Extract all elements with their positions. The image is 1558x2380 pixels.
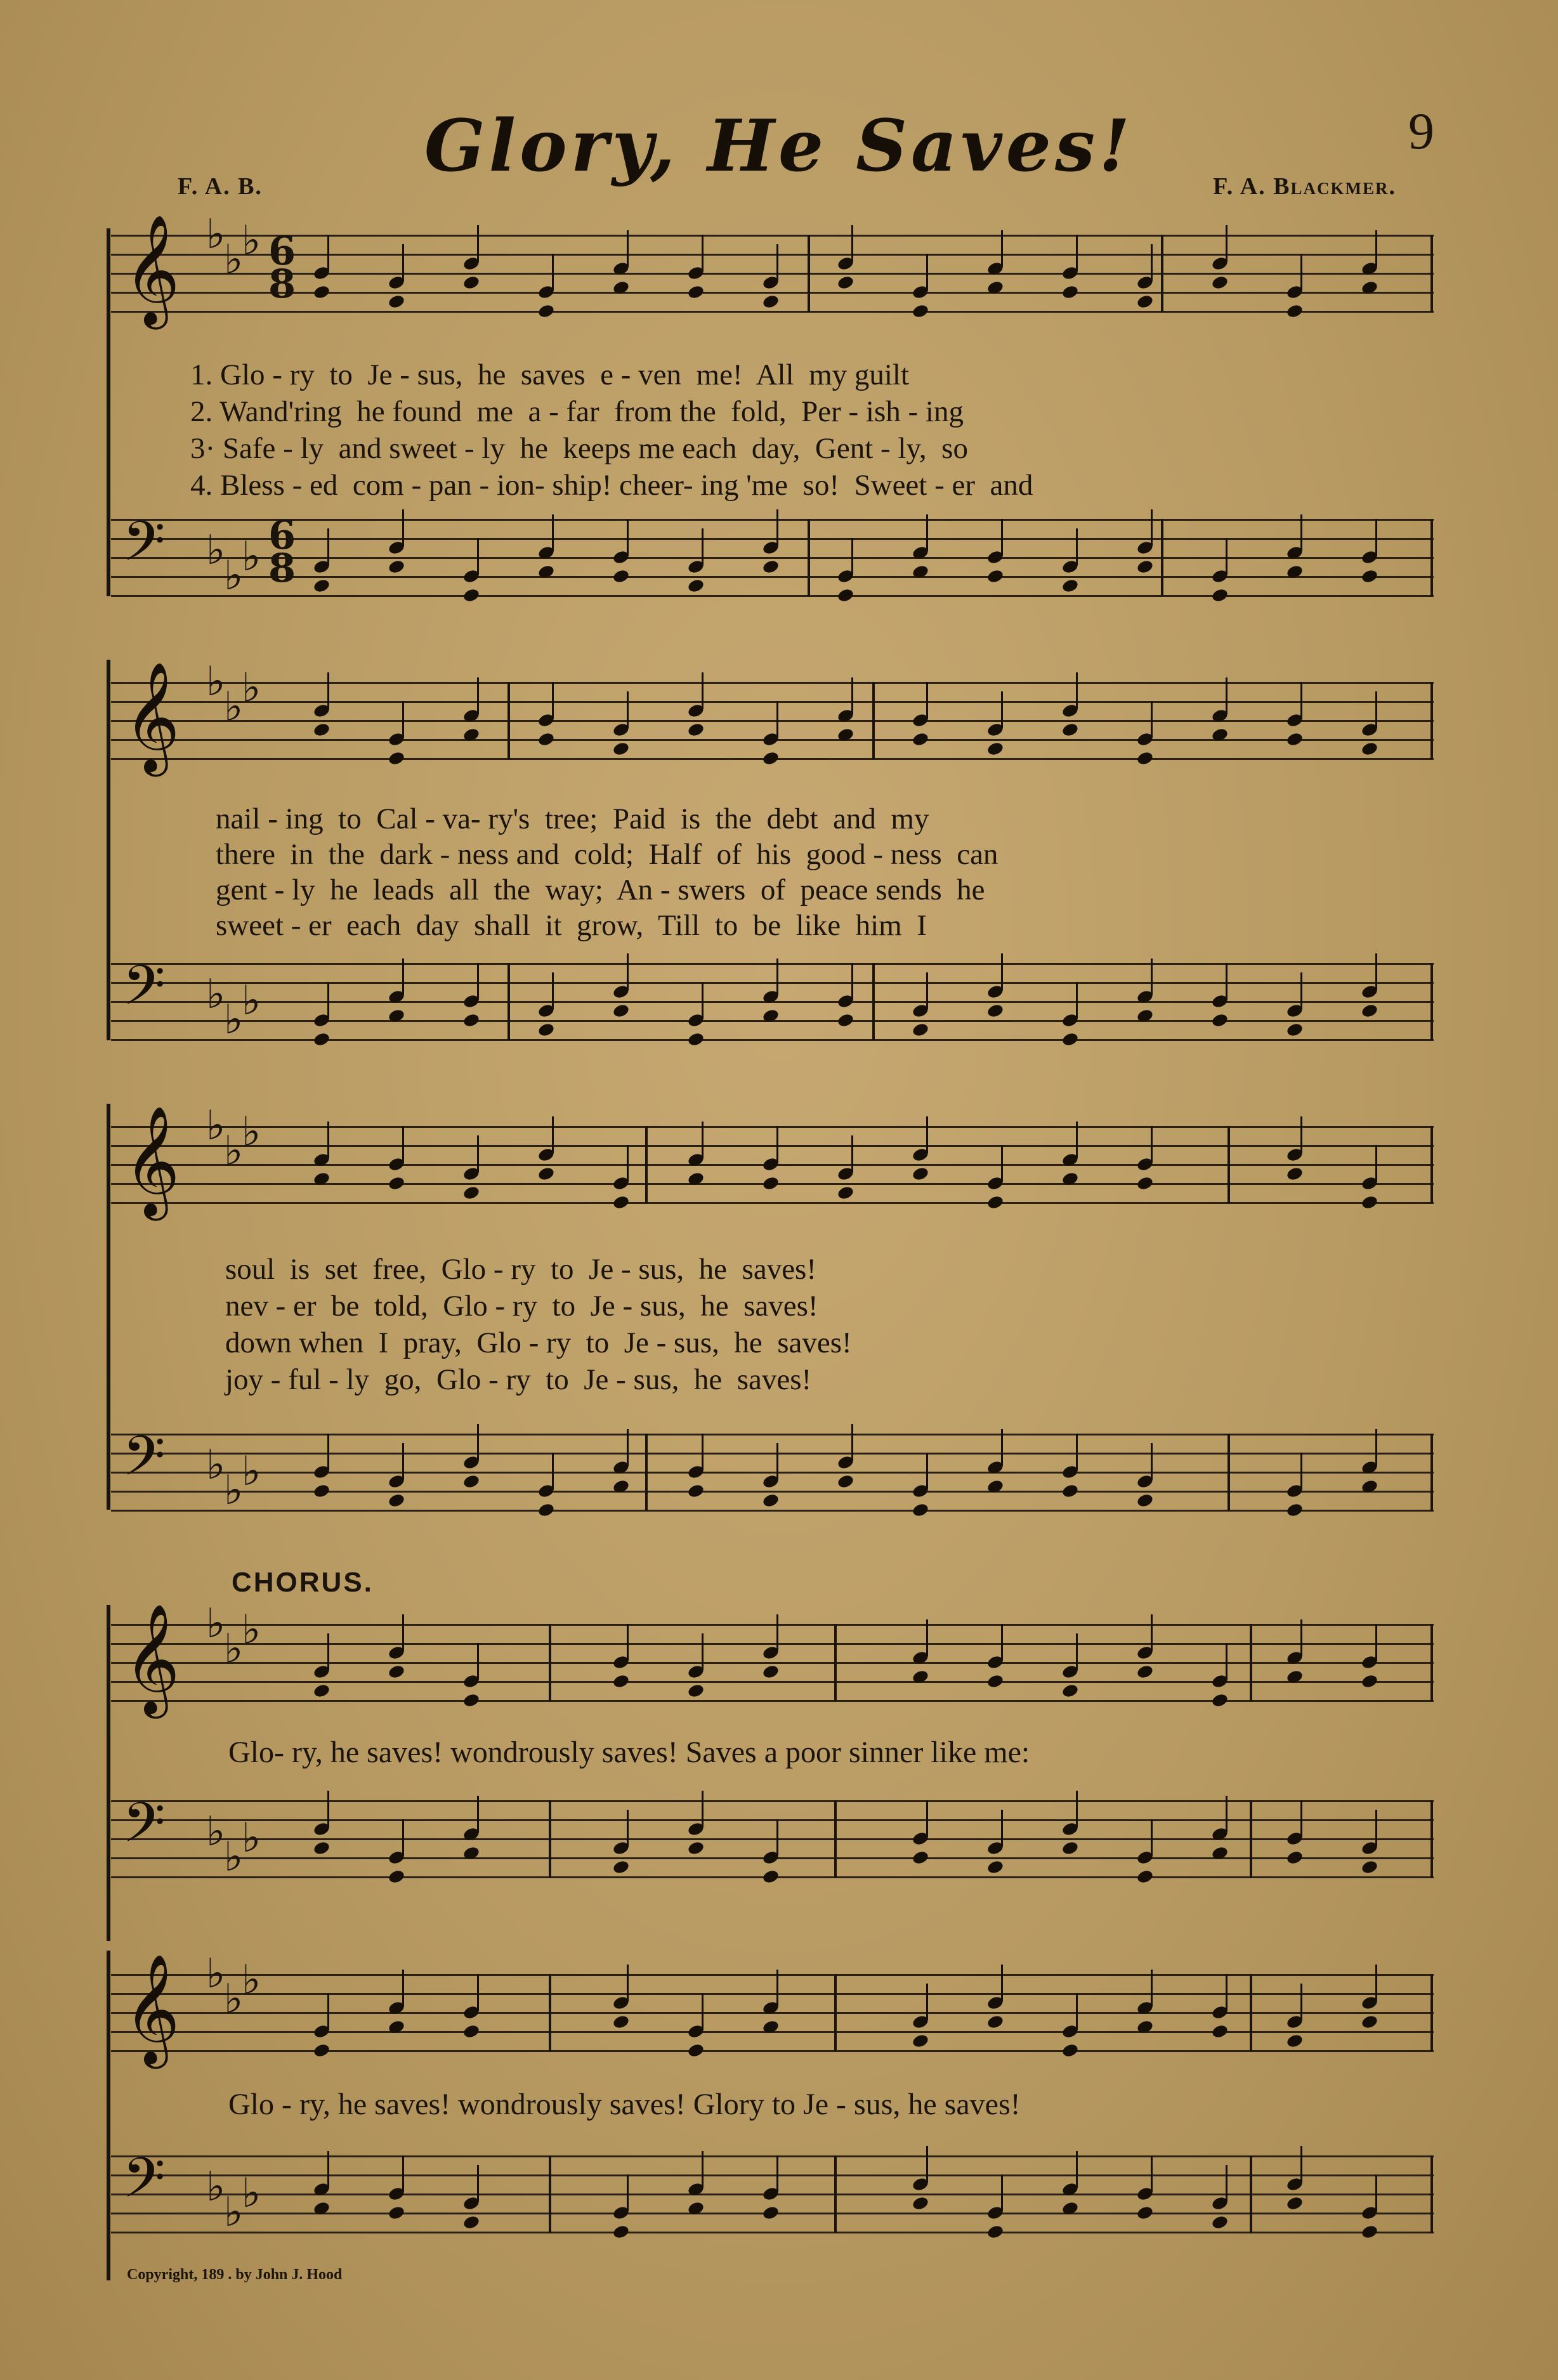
notehead — [837, 1012, 855, 1028]
notehead — [687, 1483, 705, 1499]
verse-2-line-2: there in the dark - ness and cold; Half of his good - ness can — [216, 838, 998, 871]
note-stem — [926, 1453, 928, 1489]
notehead — [1361, 568, 1379, 584]
notehead — [388, 1175, 406, 1191]
notehead — [762, 750, 780, 766]
notehead — [687, 1840, 705, 1856]
note-stem — [627, 519, 629, 556]
words-credit: F. A. B. — [178, 173, 263, 200]
notehead — [1361, 2014, 1379, 2030]
notehead — [1361, 1859, 1379, 1875]
note-stem — [402, 1443, 404, 1480]
note-stem — [402, 2155, 404, 2192]
note-stem — [1151, 1614, 1153, 1651]
notehead — [912, 1022, 930, 1038]
note-stem — [552, 1116, 554, 1153]
note-stem — [1226, 677, 1227, 714]
chorus-line-2: Glo - ry, he saves! wondrously saves! Glory to Je - sus, he saves! — [228, 2088, 1021, 2121]
notehead — [986, 741, 1005, 757]
note-stem — [1001, 230, 1003, 267]
notehead — [912, 303, 930, 319]
treble-clef-icon: 𝄞 — [124, 214, 180, 325]
page-number: 9 — [1408, 102, 1434, 160]
note-stem — [776, 1970, 778, 2006]
notehead — [1061, 2043, 1080, 2058]
notehead — [612, 1003, 631, 1019]
note-stem — [1300, 1800, 1302, 1837]
note-stem — [327, 982, 329, 1019]
bass-staff: 𝄢 ♭ ♭ ♭ 6 8 — [111, 519, 1434, 598]
notehead — [537, 1022, 556, 1038]
notehead — [1361, 741, 1379, 757]
note-stem — [851, 1135, 853, 1172]
bass-clef-icon: 𝄢 — [122, 509, 166, 587]
note-stem — [1076, 235, 1078, 271]
notehead — [388, 559, 406, 575]
note-stem — [702, 1121, 704, 1158]
notehead — [313, 1031, 331, 1047]
notehead — [912, 2033, 930, 2049]
note-stem — [851, 963, 853, 1000]
verse-1-line-3: soul is set free, Glo - ry to Je - sus, he saves! — [225, 1253, 816, 1286]
notehead — [986, 568, 1005, 584]
note-stem — [627, 1965, 629, 2001]
note-stem — [1076, 2151, 1078, 2188]
note-stem — [627, 953, 629, 990]
notehead — [986, 1194, 1005, 1210]
note-stem — [926, 2146, 928, 2183]
note-stem — [1151, 701, 1153, 738]
note-stem — [402, 958, 404, 995]
notehead — [1361, 1673, 1379, 1689]
note-stem — [552, 972, 554, 1009]
notehead — [912, 1166, 930, 1182]
notehead — [1136, 1175, 1155, 1191]
note-stem — [776, 244, 778, 281]
note-stem — [477, 1135, 479, 1172]
note-stem — [1226, 225, 1227, 262]
note-stem — [702, 235, 704, 271]
notehead — [1061, 1031, 1080, 1047]
notehead — [1136, 750, 1155, 766]
notehead — [462, 1012, 481, 1028]
note-stem — [627, 1429, 629, 1466]
note-stem — [1151, 1443, 1153, 1480]
notehead — [388, 294, 406, 310]
note-stem — [1151, 244, 1153, 281]
notehead — [687, 1031, 705, 1047]
note-stem — [627, 691, 629, 728]
notehead — [612, 741, 631, 757]
note-stem — [926, 254, 928, 291]
note-stem — [1375, 691, 1377, 728]
copyright-notice: Copyright, 189 . by John J. Hood — [127, 2266, 343, 2283]
note-stem — [851, 1424, 853, 1461]
notehead — [1211, 2024, 1229, 2039]
notehead — [687, 722, 705, 738]
notehead — [762, 2205, 780, 2221]
note-stem — [702, 1993, 704, 2030]
note-stem — [402, 701, 404, 738]
treble-staff: 𝄞 ♭ ♭ ♭ — [111, 1624, 1434, 1703]
notehead — [462, 2214, 481, 2230]
notehead — [1136, 294, 1155, 310]
notehead — [912, 1502, 930, 1518]
note-stem — [327, 2151, 329, 2188]
note-stem — [477, 538, 479, 575]
notehead — [912, 1850, 930, 1866]
note-stem — [702, 1434, 704, 1470]
notehead — [912, 2195, 930, 2211]
note-stem — [926, 1116, 928, 1153]
notehead — [313, 2043, 331, 2058]
note-stem — [1076, 528, 1078, 565]
notehead — [837, 275, 855, 291]
notehead — [1286, 2033, 1304, 2049]
note-stem — [1001, 1624, 1003, 1661]
verse-4-line-3: joy - ful - ly go, Glo - ry to Je - sus, he saves! — [225, 1363, 812, 1396]
note-stem — [1300, 254, 1302, 291]
bass-staff: 𝄢 ♭ ♭ ♭ — [111, 1800, 1434, 1880]
note-stem — [627, 2174, 629, 2211]
notehead — [1286, 2195, 1304, 2211]
chorus-label: CHORUS. — [232, 1567, 374, 1598]
notehead — [537, 303, 556, 319]
note-stem — [1076, 1121, 1078, 1158]
notehead — [1136, 559, 1155, 575]
note-stem — [1375, 1965, 1377, 2001]
note-stem — [1375, 230, 1377, 267]
note-stem — [477, 1796, 479, 1833]
note-stem — [552, 254, 554, 291]
notehead — [537, 1502, 556, 1518]
chorus-line-1: Glo- ry, he saves! wondrously saves! Saves a poor sinner like me: — [228, 1736, 1030, 1769]
note-stem — [851, 225, 853, 262]
note-stem — [1151, 509, 1153, 546]
treble-clef-icon: 𝄞 — [124, 662, 180, 772]
notehead — [1136, 1493, 1155, 1508]
notehead — [313, 1483, 331, 1499]
note-stem — [1375, 1145, 1377, 1182]
notehead — [537, 731, 556, 747]
notehead — [986, 2224, 1005, 2240]
note-stem — [402, 1126, 404, 1163]
note-stem — [1300, 682, 1302, 719]
bass-staff: 𝄢 ♭ ♭ ♭ — [111, 1434, 1434, 1513]
notehead — [462, 275, 481, 291]
note-stem — [1001, 2174, 1003, 2211]
notehead — [1286, 1850, 1304, 1866]
note-stem — [1151, 1970, 1153, 2006]
note-stem — [552, 682, 554, 719]
notehead — [1361, 2224, 1379, 2240]
note-stem — [552, 514, 554, 551]
notehead — [388, 2205, 406, 2221]
note-stem — [477, 677, 479, 714]
note-stem — [702, 528, 704, 565]
note-stem — [776, 701, 778, 738]
note-stem — [627, 1624, 629, 1661]
notehead — [1061, 722, 1080, 738]
treble-staff: 𝄞 ♭ ♭ ♭ 6 8 — [111, 235, 1434, 314]
note-stem — [776, 1819, 778, 1856]
note-stem — [776, 509, 778, 546]
notehead — [762, 559, 780, 575]
note-stem — [926, 682, 928, 719]
note-stem — [1001, 519, 1003, 556]
note-stem — [1001, 1429, 1003, 1466]
treble-staff: 𝄞 ♭ ♭ ♭ — [111, 1974, 1434, 2053]
notehead — [462, 1692, 481, 1708]
notehead — [687, 1683, 705, 1699]
notehead — [1136, 1869, 1155, 1885]
note-stem — [327, 1993, 329, 2030]
note-stem — [477, 2165, 479, 2202]
notehead — [1286, 303, 1304, 319]
note-stem — [926, 1619, 928, 1656]
notehead — [1211, 587, 1229, 603]
notehead — [1061, 1483, 1080, 1499]
note-stem — [851, 538, 853, 575]
notehead — [462, 1185, 481, 1201]
note-stem — [477, 1643, 479, 1680]
notehead — [462, 587, 481, 603]
bass-clef-icon: 𝄢 — [122, 1791, 166, 1868]
time-signature: 6 8 — [268, 228, 296, 307]
notehead — [762, 1664, 780, 1680]
note-stem — [926, 1984, 928, 2020]
note-stem — [702, 982, 704, 1019]
notehead — [462, 1474, 481, 1489]
notehead — [837, 1474, 855, 1489]
note-stem — [702, 2151, 704, 2188]
notehead — [1211, 2214, 1229, 2230]
treble-staff: 𝄞 ♭ ♭ ♭ — [111, 682, 1434, 761]
system-5-bracket — [107, 1951, 110, 2280]
notehead — [462, 2024, 481, 2039]
note-stem — [1076, 1434, 1078, 1470]
note-stem — [1226, 1796, 1227, 1833]
system-3-bracket — [107, 1104, 110, 1510]
note-stem — [776, 1614, 778, 1651]
verse-1-line-1: 1. Glo - ry to Je - sus, he saves e - ven me! All my guilt — [190, 358, 910, 391]
system-4-bracket — [107, 1605, 110, 1941]
bass-staff: 𝄢 ♭ ♭ ♭ — [111, 2155, 1434, 2235]
notehead — [313, 1840, 331, 1856]
bass-clef-icon: 𝄢 — [122, 953, 166, 1031]
notehead — [313, 722, 331, 738]
treble-clef-icon: 𝄞 — [124, 1954, 180, 2064]
note-stem — [1001, 1145, 1003, 1182]
note-stem — [327, 1791, 329, 1828]
note-stem — [477, 225, 479, 262]
notehead — [313, 578, 331, 594]
notehead — [687, 578, 705, 594]
note-stem — [1300, 972, 1302, 1009]
note-stem — [477, 1424, 479, 1461]
treble-clef-icon: 𝄞 — [124, 1106, 180, 1216]
note-stem — [402, 509, 404, 546]
note-stem — [402, 1614, 404, 1651]
notehead — [313, 1683, 331, 1699]
notehead — [612, 1673, 631, 1689]
note-stem — [1300, 514, 1302, 551]
notehead — [388, 1493, 406, 1508]
note-stem — [1300, 1984, 1302, 2020]
notehead — [1211, 275, 1229, 291]
note-stem — [1001, 953, 1003, 990]
note-stem — [1001, 691, 1003, 728]
notehead — [837, 1185, 855, 1201]
notehead — [1286, 731, 1304, 747]
note-stem — [1300, 1116, 1302, 1153]
notehead — [1061, 578, 1080, 594]
notehead — [1286, 1022, 1304, 1038]
note-stem — [776, 2155, 778, 2192]
notehead — [1361, 1194, 1379, 1210]
note-stem — [627, 1145, 629, 1182]
note-stem — [851, 677, 853, 714]
note-stem — [1001, 1965, 1003, 2001]
notehead — [612, 1194, 631, 1210]
notehead — [612, 568, 631, 584]
note-stem — [1226, 538, 1227, 575]
verse-4-line-1: 4. Bless - ed com - pan - ion- ship! cheer- ing 'me so! Sweet - er and — [190, 469, 1033, 502]
notehead — [1061, 284, 1080, 300]
note-stem — [1375, 519, 1377, 556]
notehead — [837, 587, 855, 603]
note-stem — [1001, 1810, 1003, 1847]
note-stem — [702, 1791, 704, 1828]
verse-2-line-1: 2. Wand'ring he found me a - far from the fold, Per - ish - ing — [190, 395, 964, 428]
note-stem — [327, 528, 329, 565]
notehead — [762, 1493, 780, 1508]
notehead — [687, 284, 705, 300]
note-stem — [1226, 1643, 1227, 1680]
note-stem — [1151, 1126, 1153, 1163]
note-stem — [327, 235, 329, 271]
notehead — [1361, 1003, 1379, 1019]
note-stem — [1151, 2155, 1153, 2192]
notehead — [313, 284, 331, 300]
verse-4-line-2: sweet - er each day shall it grow, Till to be like him I — [216, 909, 927, 942]
notehead — [986, 2014, 1005, 2030]
note-stem — [1375, 1810, 1377, 1847]
note-stem — [402, 1819, 404, 1856]
note-stem — [477, 963, 479, 1000]
notehead — [1136, 1664, 1155, 1680]
notehead — [986, 1859, 1005, 1875]
notehead — [1286, 1502, 1304, 1518]
system-2-bracket — [107, 660, 110, 1040]
note-stem — [552, 1453, 554, 1489]
notehead — [687, 2043, 705, 2058]
note-stem — [627, 230, 629, 267]
notehead — [762, 294, 780, 310]
note-stem — [702, 1633, 704, 1670]
verse-3-line-2: gent - ly he leads all the way; An - swers of peace sends he — [216, 873, 985, 906]
hymn-title: Glory, He Saves! — [424, 105, 1134, 188]
bass-clef-icon: 𝄢 — [122, 1424, 166, 1501]
notehead — [1286, 1166, 1304, 1182]
verse-2-line-3: nev - er be told, Glo - ry to Je - sus, he saves! — [225, 1290, 818, 1323]
note-stem — [402, 244, 404, 281]
note-stem — [327, 672, 329, 709]
notehead — [1136, 2205, 1155, 2221]
note-stem — [1226, 2165, 1227, 2202]
treble-clef-icon: 𝄞 — [124, 1604, 180, 1714]
notehead — [537, 1166, 556, 1182]
note-stem — [776, 1126, 778, 1163]
system-1-bracket — [107, 228, 110, 596]
note-stem — [627, 1810, 629, 1847]
notehead — [388, 1664, 406, 1680]
note-stem — [327, 1633, 329, 1670]
note-stem — [1076, 1633, 1078, 1670]
note-stem — [702, 672, 704, 709]
notehead — [762, 1869, 780, 1885]
treble-staff: 𝄞 ♭ ♭ ♭ — [111, 1126, 1434, 1205]
notehead — [912, 731, 930, 747]
note-stem — [1076, 982, 1078, 1019]
note-stem — [926, 514, 928, 551]
note-stem — [1151, 958, 1153, 995]
notehead — [986, 1673, 1005, 1689]
music-credit: F. A. Blackmer. — [1213, 173, 1396, 200]
note-stem — [776, 958, 778, 995]
notehead — [762, 1175, 780, 1191]
note-stem — [926, 1800, 928, 1837]
notehead — [612, 1859, 631, 1875]
notehead — [388, 750, 406, 766]
verse-1-line-2: nail - ing to Cal - va- ry's tree; Paid is the debt and my — [216, 802, 929, 835]
notehead — [612, 2014, 631, 2030]
notehead — [1211, 1692, 1229, 1708]
verse-3-line-3: down when I pray, Glo - ry to Je - sus, he saves! — [225, 1326, 852, 1359]
notehead — [986, 1003, 1005, 1019]
note-stem — [1300, 2146, 1302, 2183]
bass-staff: 𝄢 ♭ ♭ ♭ — [111, 963, 1434, 1042]
note-stem — [776, 1443, 778, 1480]
notehead — [1061, 1683, 1080, 1699]
note-stem — [477, 1974, 479, 2011]
note-stem — [926, 972, 928, 1009]
note-stem — [1300, 1453, 1302, 1489]
note-stem — [1076, 672, 1078, 709]
note-stem — [1076, 1791, 1078, 1828]
notehead — [1211, 1012, 1229, 1028]
note-stem — [1375, 1624, 1377, 1661]
note-stem — [1300, 1619, 1302, 1656]
verse-3-line-1: 3· Safe - ly and sweet - ly he keeps me each day, Gent - ly, so — [190, 432, 968, 465]
note-stem — [1076, 1993, 1078, 2030]
note-stem — [1375, 1429, 1377, 1466]
note-stem — [327, 1121, 329, 1158]
bass-clef-icon: 𝄢 — [122, 2146, 166, 2223]
notehead — [1061, 1840, 1080, 1856]
notehead — [388, 1869, 406, 1885]
note-stem — [1151, 1819, 1153, 1856]
note-stem — [1226, 1974, 1227, 2011]
note-stem — [402, 1970, 404, 2006]
note-stem — [1375, 2174, 1377, 2211]
note-stem — [1226, 963, 1227, 1000]
note-stem — [1375, 953, 1377, 990]
note-stem — [327, 1434, 329, 1470]
notehead — [612, 2224, 631, 2240]
